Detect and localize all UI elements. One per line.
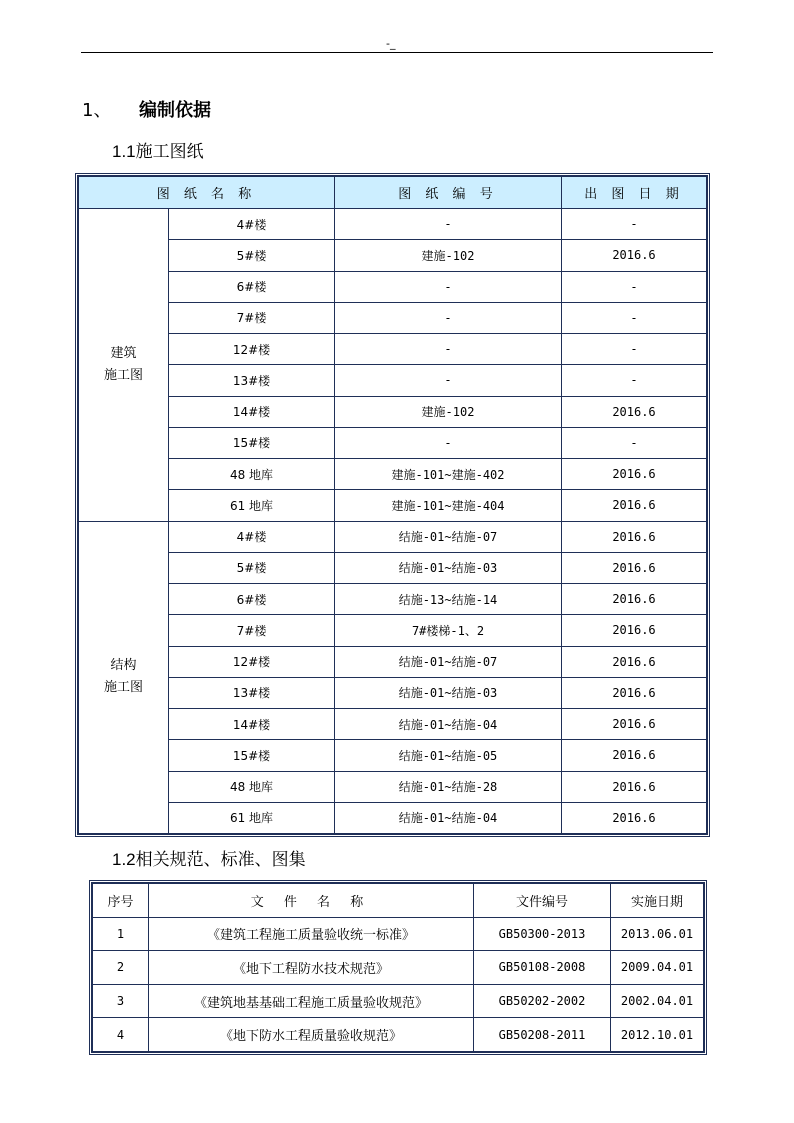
document-code-cell: GB50108-2008 xyxy=(474,951,611,985)
drawing-code-cell: 结施-01~结施-05 xyxy=(335,740,562,771)
issue-date-cell: 2016.6 xyxy=(562,677,707,708)
drawings-table xyxy=(78,176,707,834)
drawing-code-cell: 建施-102 xyxy=(335,396,562,427)
issue-date-cell: 2016.6 xyxy=(562,552,707,583)
effective-date-cell: 2012.10.01 xyxy=(611,1018,704,1052)
drawing-code-cell: 结施-01~结施-03 xyxy=(335,677,562,708)
building-name-cell: 5#楼 xyxy=(169,552,335,583)
building-name-cell: 5#楼 xyxy=(169,240,335,271)
table-row xyxy=(79,209,707,240)
category-label: 结构 xyxy=(110,658,137,674)
header-issue-date: 出 图 日 期 xyxy=(562,177,707,209)
document-name-cell: 《地下工程防水技术规范》 xyxy=(149,951,474,985)
issue-date-cell: 2016.6 xyxy=(562,615,707,646)
section-number: 1、 xyxy=(82,100,112,121)
table-header-row xyxy=(93,884,704,918)
drawing-code-cell: 结施-01~结施-04 xyxy=(335,709,562,740)
drawing-code-cell: 结施-01~结施-07 xyxy=(335,521,562,552)
table-row xyxy=(93,984,704,1018)
drawing-code-cell: 7#楼梯-1、2 xyxy=(335,615,562,646)
issue-date-cell: - xyxy=(562,271,707,302)
table-row xyxy=(93,951,704,985)
drawings-table-frame xyxy=(75,173,710,837)
subsection-number: 1.2 xyxy=(112,850,136,869)
building-name-cell: 48 地库 xyxy=(169,459,335,490)
table-row xyxy=(79,646,707,677)
table-row xyxy=(79,771,707,802)
drawing-code-cell: 建施-102 xyxy=(335,240,562,271)
table-row xyxy=(79,240,707,271)
document-code-cell: GB50202-2002 xyxy=(474,984,611,1018)
table-row xyxy=(79,302,707,333)
table-row xyxy=(79,677,707,708)
table-row xyxy=(93,917,704,951)
drawing-code-cell: 结施-01~结施-28 xyxy=(335,771,562,802)
table-row xyxy=(79,365,707,396)
table-row xyxy=(79,334,707,365)
serial-no-cell: 2 xyxy=(93,951,149,985)
building-name-cell: 48 地库 xyxy=(169,771,335,802)
table-row xyxy=(79,396,707,427)
issue-date-cell: - xyxy=(562,427,707,458)
drawing-code-cell: 建施-101~建施-402 xyxy=(335,459,562,490)
building-name-cell: 4#楼 xyxy=(169,521,335,552)
header-drawing-name: 图 纸 名 称 xyxy=(79,177,335,209)
header-mark: -_ xyxy=(386,37,396,50)
issue-date-cell: 2016.6 xyxy=(562,459,707,490)
document-name-cell: 《地下防水工程质量验收规范》 xyxy=(149,1018,474,1052)
issue-date-cell: 2016.6 xyxy=(562,709,707,740)
header-document-name: 文 件 名 称 xyxy=(149,884,474,918)
table-row xyxy=(79,584,707,615)
drawing-code-cell: - xyxy=(335,365,562,396)
building-name-cell: 6#楼 xyxy=(169,584,335,615)
issue-date-cell: 2016.6 xyxy=(562,396,707,427)
issue-date-cell: 2016.6 xyxy=(562,490,707,521)
building-name-cell: 15#楼 xyxy=(169,427,335,458)
table-row xyxy=(79,740,707,771)
issue-date-cell: - xyxy=(562,365,707,396)
subsection-heading-drawings xyxy=(112,141,204,163)
effective-date-cell: 2013.06.01 xyxy=(611,917,704,951)
drawing-code-cell: 结施-01~结施-04 xyxy=(335,802,562,833)
drawing-code-cell: 建施-101~建施-404 xyxy=(335,490,562,521)
issue-date-cell: 2016.6 xyxy=(562,584,707,615)
serial-no-cell: 4 xyxy=(93,1018,149,1052)
table-row xyxy=(79,271,707,302)
issue-date-cell: 2016.6 xyxy=(562,771,707,802)
table-row xyxy=(79,802,707,833)
subsection-heading-standards xyxy=(112,849,306,871)
issue-date-cell: 2016.6 xyxy=(562,521,707,552)
issue-date-cell: 2016.6 xyxy=(562,802,707,833)
standards-table xyxy=(92,883,704,1052)
drawing-code-cell: 结施-13~结施-14 xyxy=(335,584,562,615)
document-name-cell: 《建筑地基基础工程施工质量验收规范》 xyxy=(149,984,474,1018)
section-title: 编制依据 xyxy=(139,100,211,121)
drawing-code-cell: - xyxy=(335,271,562,302)
table-row xyxy=(79,521,707,552)
table-row xyxy=(93,1018,704,1052)
building-name-cell: 14#楼 xyxy=(169,709,335,740)
issue-date-cell: - xyxy=(562,209,707,240)
issue-date-cell: - xyxy=(562,302,707,333)
building-name-cell: 4#楼 xyxy=(169,209,335,240)
document-name-cell: 《建筑工程施工质量验收统一标准》 xyxy=(149,917,474,951)
drawing-code-cell: - xyxy=(335,427,562,458)
header-serial-no: 序号 xyxy=(93,884,149,918)
subsection-number: 1.1 xyxy=(112,142,136,161)
document-code-cell: GB50208-2011 xyxy=(474,1018,611,1052)
drawing-code-cell: 结施-01~结施-03 xyxy=(335,552,562,583)
section-heading xyxy=(82,98,211,124)
category-label: 施工图 xyxy=(103,680,143,696)
building-name-cell: 12#楼 xyxy=(169,334,335,365)
table-header-row xyxy=(79,177,707,209)
building-name-cell: 61 地库 xyxy=(169,802,335,833)
drawing-code-cell: - xyxy=(335,334,562,365)
building-name-cell: 15#楼 xyxy=(169,740,335,771)
serial-no-cell: 3 xyxy=(93,984,149,1018)
drawing-code-cell: - xyxy=(335,209,562,240)
building-name-cell: 12#楼 xyxy=(169,646,335,677)
building-name-cell: 7#楼 xyxy=(169,302,335,333)
building-name-cell: 61 地库 xyxy=(169,490,335,521)
category-label: 施工图 xyxy=(103,367,143,383)
table-row xyxy=(79,615,707,646)
header-drawing-code: 图 纸 编 号 xyxy=(335,177,562,209)
issue-date-cell: 2016.6 xyxy=(562,240,707,271)
header-rule xyxy=(81,52,713,53)
table-row xyxy=(79,490,707,521)
issue-date-cell: 2016.6 xyxy=(562,646,707,677)
building-name-cell: 13#楼 xyxy=(169,365,335,396)
issue-date-cell: - xyxy=(562,334,707,365)
category-label: 建筑 xyxy=(110,345,137,361)
effective-date-cell: 2002.04.01 xyxy=(611,984,704,1018)
drawing-code-cell: - xyxy=(335,302,562,333)
effective-date-cell: 2009.04.01 xyxy=(611,951,704,985)
table-row xyxy=(79,552,707,583)
category-cell xyxy=(79,521,169,834)
issue-date-cell: 2016.6 xyxy=(562,740,707,771)
category-cell xyxy=(79,209,169,522)
drawing-code-cell: 结施-01~结施-07 xyxy=(335,646,562,677)
subsection-title: 施工图纸 xyxy=(135,142,204,162)
table-row xyxy=(79,427,707,458)
header-effective-date: 实施日期 xyxy=(611,884,704,918)
serial-no-cell: 1 xyxy=(93,917,149,951)
table-row xyxy=(79,459,707,490)
header-document-code: 文件编号 xyxy=(474,884,611,918)
building-name-cell: 14#楼 xyxy=(169,396,335,427)
building-name-cell: 13#楼 xyxy=(169,677,335,708)
document-code-cell: GB50300-2013 xyxy=(474,917,611,951)
table-row xyxy=(79,709,707,740)
building-name-cell: 6#楼 xyxy=(169,271,335,302)
building-name-cell: 7#楼 xyxy=(169,615,335,646)
standards-table-frame xyxy=(89,880,707,1055)
subsection-title: 相关规范、标准、图集 xyxy=(135,850,306,870)
